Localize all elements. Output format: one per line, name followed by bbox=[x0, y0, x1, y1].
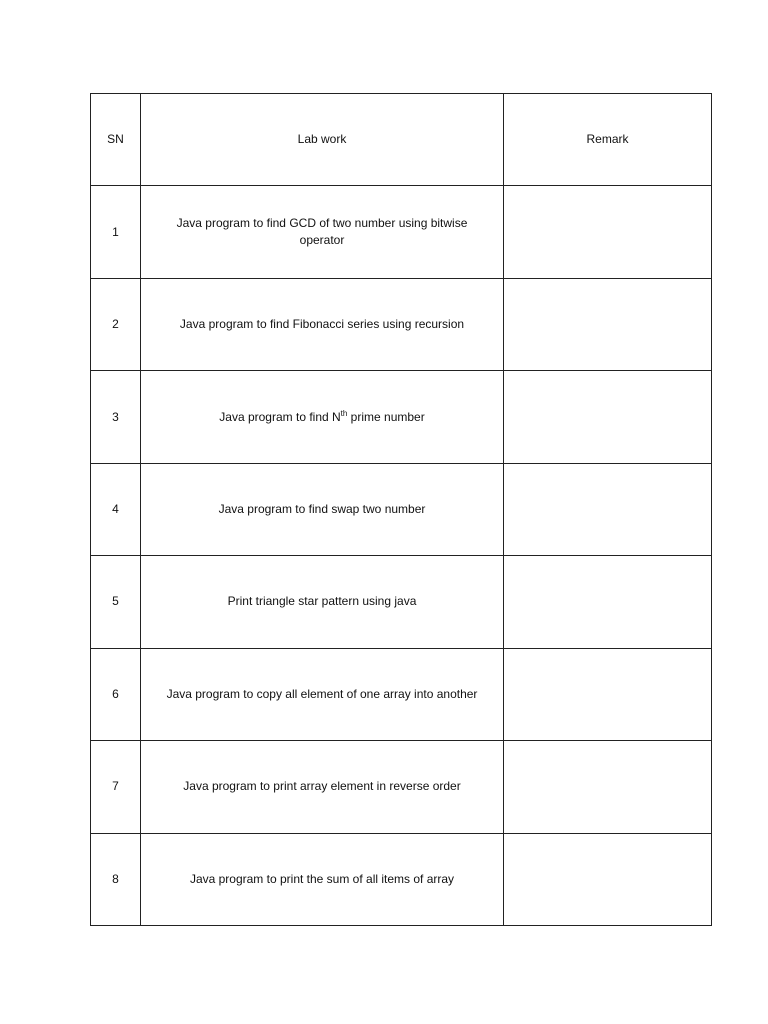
row-remark bbox=[504, 556, 712, 648]
table-row bbox=[91, 463, 712, 555]
row-remark bbox=[504, 463, 712, 555]
table-header-row bbox=[91, 94, 712, 186]
task-text: Java program to print array element in reverse order bbox=[183, 779, 461, 794]
task-text: Java program to find GCD of two number using bitwise operator bbox=[176, 216, 468, 248]
row-task bbox=[141, 648, 504, 740]
row-remark bbox=[504, 741, 712, 833]
row-task bbox=[141, 186, 504, 278]
table-row bbox=[91, 278, 712, 370]
row-sn: 1 bbox=[91, 186, 141, 278]
row-task bbox=[141, 463, 504, 555]
row-remark bbox=[504, 371, 712, 463]
row-task bbox=[141, 741, 504, 833]
task-text: Java program to copy all element of one array into another bbox=[166, 686, 478, 701]
row-task bbox=[141, 556, 504, 648]
lab-work-table bbox=[90, 93, 712, 926]
table-row bbox=[91, 833, 712, 926]
row-sn: 7 bbox=[91, 741, 141, 833]
task-text: Java program to print the sum of all items of array bbox=[189, 871, 455, 886]
row-task bbox=[141, 833, 504, 926]
task-text: Java program to find swap two number bbox=[218, 501, 426, 516]
row-remark bbox=[504, 648, 712, 740]
table-row bbox=[91, 741, 712, 833]
row-remark bbox=[504, 186, 712, 278]
header-lab-work: Lab work bbox=[141, 94, 504, 186]
row-sn: 6 bbox=[91, 648, 141, 740]
row-sn: 2 bbox=[91, 278, 141, 370]
task-text bbox=[219, 409, 424, 426]
row-sn: 5 bbox=[91, 556, 141, 648]
row-remark bbox=[504, 833, 712, 926]
task-text-start: Java program to find N bbox=[219, 409, 341, 424]
table-row bbox=[91, 556, 712, 648]
row-sn: 4 bbox=[91, 463, 141, 555]
header-sn: SN bbox=[91, 94, 141, 186]
row-task bbox=[141, 371, 504, 463]
table-row bbox=[91, 648, 712, 740]
task-superscript: th bbox=[340, 408, 348, 418]
header-remark: Remark bbox=[504, 94, 712, 186]
task-text: Print triangle star pattern using java bbox=[227, 594, 417, 609]
table-row bbox=[91, 371, 712, 463]
row-task bbox=[141, 278, 504, 370]
row-sn: 3 bbox=[91, 371, 141, 463]
table-row bbox=[91, 186, 712, 278]
row-sn: 8 bbox=[91, 833, 141, 926]
task-text: Java program to find Fibonacci series using recursion bbox=[179, 317, 465, 332]
row-remark bbox=[504, 278, 712, 370]
task-text-end: prime number bbox=[347, 409, 425, 424]
